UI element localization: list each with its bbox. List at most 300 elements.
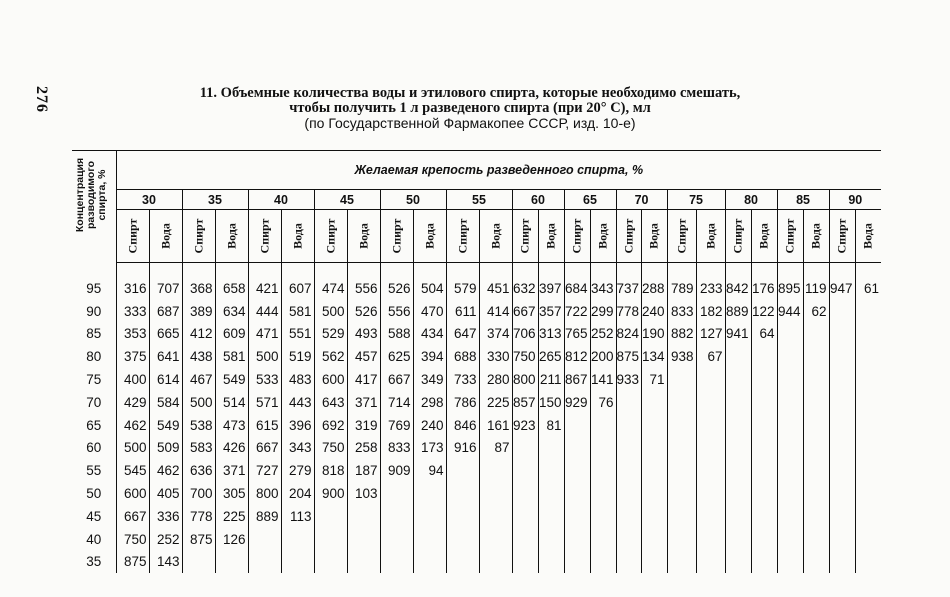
water-volume-cell <box>590 505 616 528</box>
spacer-cell <box>149 263 182 278</box>
water-volume-cell <box>642 459 668 482</box>
concentration-cell: 95 <box>72 277 116 300</box>
water-volume-cell: 343 <box>281 437 314 460</box>
water-volume-cell <box>642 505 668 528</box>
water-volume-cell <box>751 368 777 391</box>
spirit-volume-cell <box>667 437 696 460</box>
spirit-volume-cell <box>829 528 855 551</box>
spacer-cell <box>314 263 347 278</box>
spirit-volume-cell <box>512 505 538 528</box>
spirit-volume-cell <box>616 528 642 551</box>
spirit-volume-cell: 500 <box>248 345 281 368</box>
spirit-volume-cell: 600 <box>314 368 347 391</box>
water-volume-cell <box>803 345 829 368</box>
spacer-cell <box>281 263 314 278</box>
water-subheader <box>149 210 182 263</box>
water-subheader <box>642 210 668 263</box>
water-volume-cell <box>855 391 881 414</box>
strength-header: 80 <box>725 190 777 210</box>
water-volume-cell: 182 <box>696 300 725 323</box>
spirit-volume-cell: 750 <box>512 345 538 368</box>
water-label: Вода <box>356 223 370 249</box>
water-volume-cell <box>803 482 829 505</box>
water-volume-cell <box>642 551 668 574</box>
spirit-volume-cell <box>725 459 751 482</box>
spirit-volume-cell <box>564 414 590 437</box>
spirit-label: Спирт <box>674 218 689 254</box>
spirit-volume-cell: 316 <box>123 280 147 296</box>
spirit-volume-cell: 556 <box>380 300 413 323</box>
spirit-volume-cell: 765 <box>564 323 590 346</box>
spirit-volume-cell: 529 <box>314 323 347 346</box>
spacer-cell <box>751 263 777 278</box>
table-row <box>72 459 881 482</box>
spirit-volume-cell <box>829 345 855 368</box>
table-row <box>72 414 881 437</box>
water-volume-cell: 190 <box>642 323 668 346</box>
dilution-table <box>72 150 881 573</box>
spirit-volume-cell: 706 <box>512 323 538 346</box>
water-volume-cell: 305 <box>215 482 248 505</box>
water-volume-cell <box>803 459 829 482</box>
concentration-column-header <box>72 151 116 263</box>
spirit-volume-cell: 353 <box>123 326 147 342</box>
spirit-volume-cell <box>725 437 751 460</box>
spirit-volume-cell: 889 <box>725 300 751 323</box>
water-volume-cell <box>347 505 380 528</box>
spirit-volume-cell <box>512 482 538 505</box>
spirit-volume-cell <box>829 300 855 323</box>
spirit-volume-cell: 923 <box>512 414 538 437</box>
water-volume-cell: 394 <box>413 345 446 368</box>
spirit-volume-cell <box>667 482 696 505</box>
water-volume-cell: 707 <box>149 277 182 300</box>
spirit-volume-cell: 571 <box>248 391 281 414</box>
spirit-volume-cell: 412 <box>182 323 215 346</box>
spirit-volume-cell: 500 <box>314 300 347 323</box>
spirit-label: Спирт <box>125 218 139 254</box>
strength-header: 65 <box>564 190 616 210</box>
spirit-volume-cell <box>446 551 479 574</box>
water-volume-cell: 62 <box>803 300 829 323</box>
spirit-volume-cell: 368 <box>182 277 215 300</box>
water-volume-cell: 143 <box>149 551 182 574</box>
water-subheader <box>479 210 512 263</box>
spirit-volume-cell <box>829 437 855 460</box>
water-volume-cell <box>696 391 725 414</box>
spacer-cell <box>803 263 829 278</box>
water-volume-cell <box>642 414 668 437</box>
water-volume-cell: 451 <box>479 277 512 300</box>
spirit-volume-cell <box>829 459 855 482</box>
water-volume-cell <box>642 437 668 460</box>
water-volume-cell: 240 <box>413 414 446 437</box>
spacer-cell <box>116 263 149 278</box>
concentration-cell: 70 <box>72 391 116 414</box>
spirit-volume-cell: 778 <box>182 505 215 528</box>
water-volume-cell: 374 <box>479 323 512 346</box>
spirit-label: Спирт <box>782 218 797 254</box>
water-volume-cell <box>347 528 380 551</box>
water-volume-cell <box>696 528 725 551</box>
table-row <box>72 551 881 574</box>
water-volume-cell <box>413 505 446 528</box>
water-volume-cell: 551 <box>281 323 314 346</box>
water-volume-cell <box>696 459 725 482</box>
water-volume-cell: 233 <box>696 277 725 300</box>
spirit-label: Спирт <box>455 218 469 254</box>
water-label: Вода <box>290 223 304 249</box>
spirit-volume-cell: 895 <box>777 277 803 300</box>
water-volume-cell <box>642 528 668 551</box>
water-volume-cell: 161 <box>479 414 512 437</box>
spirit-volume-cell: 471 <box>248 323 281 346</box>
water-volume-cell: 252 <box>590 323 616 346</box>
water-volume-cell: 200 <box>590 345 616 368</box>
spirit-volume-cell <box>777 345 803 368</box>
table-row <box>72 505 881 528</box>
water-label: Вода <box>543 223 558 249</box>
concentration-cell: 35 <box>72 551 116 574</box>
spirit-label: Спирт <box>257 218 271 254</box>
water-volume-cell: 119 <box>803 277 829 300</box>
spirit-volume-cell: 692 <box>314 414 347 437</box>
table-row <box>72 300 881 323</box>
spirit-volume-cell <box>446 482 479 505</box>
water-volume-cell <box>855 482 881 505</box>
spirit-volume-cell <box>512 459 538 482</box>
spirit-volume-cell: 833 <box>667 300 696 323</box>
water-volume-cell <box>642 482 668 505</box>
spirit-volume-cell: 583 <box>182 437 215 460</box>
spirit-volume-cell <box>512 551 538 574</box>
concentration-cell: 80 <box>72 345 116 368</box>
spirit-volume-cell <box>829 391 855 414</box>
spacer-cell <box>215 263 248 278</box>
water-volume-cell <box>590 437 616 460</box>
water-volume-cell <box>751 459 777 482</box>
water-label: Вода <box>860 223 875 249</box>
water-volume-cell: 298 <box>413 391 446 414</box>
desired-strength-header: Желаемая крепость разведенного спирта, % <box>116 151 881 190</box>
water-volume-cell: 87 <box>479 437 512 460</box>
strength-header: 40 <box>248 190 314 210</box>
spirit-volume-cell <box>777 414 803 437</box>
water-volume-cell: 514 <box>215 391 248 414</box>
water-volume-cell <box>590 459 616 482</box>
spirit-volume-cell: 467 <box>182 368 215 391</box>
spirit-volume-cell: 889 <box>248 505 281 528</box>
concentration-cell: 40 <box>72 528 116 551</box>
spirit-volume-cell: 875 <box>616 345 642 368</box>
spirit-volume-cell: 941 <box>725 323 751 346</box>
table-row <box>72 345 881 368</box>
water-volume-cell: 288 <box>642 277 668 300</box>
spacer-cell <box>696 263 725 278</box>
concentration-cell: 65 <box>72 414 116 437</box>
water-volume-cell <box>479 505 512 528</box>
spirit-subheader <box>564 210 590 263</box>
spirit-volume-cell: 667 <box>123 508 147 524</box>
water-volume-cell: 94 <box>413 459 446 482</box>
spirit-volume-cell <box>667 505 696 528</box>
spirit-volume-cell: 727 <box>248 459 281 482</box>
spirit-volume-cell: 846 <box>446 414 479 437</box>
spirit-volume-cell <box>616 459 642 482</box>
water-volume-cell: 211 <box>538 368 564 391</box>
spirit-volume-cell <box>667 459 696 482</box>
water-subheader <box>590 210 616 263</box>
spirit-volume-cell <box>725 482 751 505</box>
strength-header: 35 <box>182 190 248 210</box>
water-volume-cell: 225 <box>479 391 512 414</box>
water-subheader <box>215 210 248 263</box>
water-volume-cell: 357 <box>538 300 564 323</box>
concentration-header-line: спирта, % <box>96 168 108 221</box>
spirit-volume-cell: 800 <box>248 482 281 505</box>
spacer-cell <box>380 263 413 278</box>
water-subheader <box>538 210 564 263</box>
water-volume-cell <box>347 551 380 574</box>
water-volume-cell: 457 <box>347 345 380 368</box>
spirit-volume-cell: 429 <box>123 394 147 410</box>
spirit-volume-cell <box>446 505 479 528</box>
spirit-volume-cell <box>667 414 696 437</box>
spirit-volume-cell <box>380 528 413 551</box>
spirit-volume-cell <box>564 505 590 528</box>
spacer-cell <box>512 263 538 278</box>
spirit-volume-cell <box>725 505 751 528</box>
spirit-volume-cell <box>667 391 696 414</box>
water-volume-cell <box>538 528 564 551</box>
spirit-volume-cell: 824 <box>616 323 642 346</box>
spirit-volume-cell <box>777 391 803 414</box>
spirit-volume-cell <box>446 459 479 482</box>
water-volume-cell <box>803 368 829 391</box>
water-volume-cell: 634 <box>215 300 248 323</box>
spirit-label: Спирт <box>621 218 636 254</box>
water-volume-cell <box>696 482 725 505</box>
page-number: 276 <box>33 86 50 113</box>
spirit-volume-cell: 722 <box>564 300 590 323</box>
spirit-volume-cell: 444 <box>248 300 281 323</box>
water-volume-cell: 64 <box>751 323 777 346</box>
spirit-volume-cell: 615 <box>248 414 281 437</box>
water-label: Вода <box>224 223 238 249</box>
concentration-cell: 50 <box>72 482 116 505</box>
concentration-cell: 60 <box>72 437 116 460</box>
concentration-cell: 85 <box>72 323 116 346</box>
spirit-volume-cell: 833 <box>380 437 413 460</box>
spirit-volume-cell <box>777 459 803 482</box>
water-label: Вода <box>158 223 172 249</box>
water-volume-cell: 584 <box>149 391 182 414</box>
table-caption <box>150 86 790 131</box>
strength-header: 55 <box>446 190 512 210</box>
table-row <box>72 368 881 391</box>
spirit-volume-cell: 875 <box>123 554 147 570</box>
water-label: Вода <box>646 223 661 249</box>
spirit-volume-cell: 579 <box>446 277 479 300</box>
spirit-volume-cell: 909 <box>380 459 413 482</box>
spirit-volume-cell: 400 <box>123 372 147 388</box>
spirit-volume-cell <box>248 551 281 574</box>
water-subheader <box>696 210 725 263</box>
water-volume-cell <box>696 551 725 574</box>
strength-header: 90 <box>829 190 881 210</box>
spirit-volume-cell <box>380 551 413 574</box>
spirit-volume-cell <box>616 414 642 437</box>
water-volume-cell: 319 <box>347 414 380 437</box>
water-volume-cell <box>479 528 512 551</box>
water-volume-cell: 240 <box>642 300 668 323</box>
strength-header: 85 <box>777 190 829 210</box>
concentration-cell: 45 <box>72 505 116 528</box>
concentration-header-line: Концентрация <box>74 157 86 232</box>
spirit-volume-cell: 684 <box>564 277 590 300</box>
water-volume-cell <box>413 482 446 505</box>
spirit-volume-cell <box>777 323 803 346</box>
water-volume-cell <box>696 368 725 391</box>
water-volume-cell <box>413 528 446 551</box>
water-volume-cell: 299 <box>590 300 616 323</box>
water-label: Вода <box>756 223 771 249</box>
water-volume-cell <box>590 551 616 574</box>
water-volume-cell: 204 <box>281 482 314 505</box>
spirit-label: Спирт <box>323 218 337 254</box>
spirit-volume-cell: 929 <box>564 391 590 414</box>
spirit-volume-cell <box>616 482 642 505</box>
spirit-volume-cell: 818 <box>314 459 347 482</box>
water-volume-cell: 343 <box>590 277 616 300</box>
spirit-volume-cell <box>564 528 590 551</box>
spirit-volume-cell <box>667 551 696 574</box>
water-volume-cell: 414 <box>479 300 512 323</box>
spacer-cell <box>642 263 668 278</box>
water-volume-cell: 141 <box>590 368 616 391</box>
spirit-subheader <box>616 210 642 263</box>
water-volume-cell: 265 <box>538 345 564 368</box>
spirit-volume-cell: 938 <box>667 345 696 368</box>
water-volume-cell: 504 <box>413 277 446 300</box>
water-volume-cell: 134 <box>642 345 668 368</box>
water-volume-cell: 417 <box>347 368 380 391</box>
spirit-volume-cell <box>512 437 538 460</box>
water-volume-cell: 397 <box>538 277 564 300</box>
water-volume-cell: 252 <box>149 528 182 551</box>
spirit-volume-cell <box>777 482 803 505</box>
spacer-cell <box>446 263 479 278</box>
strength-header: 45 <box>314 190 380 210</box>
spirit-volume-cell: 688 <box>446 345 479 368</box>
spirit-volume-cell: 778 <box>616 300 642 323</box>
spirit-volume-cell <box>725 391 751 414</box>
water-volume-cell: 426 <box>215 437 248 460</box>
water-volume-cell <box>803 505 829 528</box>
water-volume-cell: 526 <box>347 300 380 323</box>
spirit-subheader <box>314 210 347 263</box>
spirit-volume-cell: 812 <box>564 345 590 368</box>
spirit-subheader <box>380 210 413 263</box>
water-volume-cell: 581 <box>215 345 248 368</box>
water-subheader <box>855 210 881 263</box>
water-volume-cell: 396 <box>281 414 314 437</box>
spirit-volume-cell <box>725 368 751 391</box>
spirit-subheader <box>446 210 479 263</box>
water-volume-cell: 113 <box>281 505 314 528</box>
spirit-volume-cell <box>314 551 347 574</box>
water-subheader <box>751 210 777 263</box>
spirit-volume-cell: 667 <box>512 300 538 323</box>
spirit-volume-cell <box>314 505 347 528</box>
water-subheader <box>347 210 380 263</box>
spirit-volume-cell: 625 <box>380 345 413 368</box>
water-volume-cell: 176 <box>751 277 777 300</box>
spirit-volume-cell <box>725 551 751 574</box>
water-volume-cell: 687 <box>149 300 182 323</box>
concentration-cell: 90 <box>72 300 116 323</box>
table-row <box>72 323 881 346</box>
table-row <box>72 437 881 460</box>
spacer-cell <box>855 263 881 278</box>
spirit-volume-cell <box>777 528 803 551</box>
water-volume-cell: 126 <box>215 528 248 551</box>
spirit-volume-cell: 333 <box>123 303 147 319</box>
spirit-volume-cell: 611 <box>446 300 479 323</box>
spirit-volume-cell: 647 <box>446 323 479 346</box>
spirit-subheader <box>725 210 751 263</box>
water-volume-cell: 614 <box>149 368 182 391</box>
spirit-subheader <box>116 210 149 263</box>
water-volume-cell: 76 <box>590 391 616 414</box>
spirit-volume-cell <box>829 414 855 437</box>
spacer-cell <box>248 263 281 278</box>
table-row <box>72 391 881 414</box>
spirit-volume-cell: 643 <box>314 391 347 414</box>
caption-line-2: чтобы получить 1 л разведеного спирта (при 20° С), мл <box>289 100 651 116</box>
spirit-subheader <box>248 210 281 263</box>
water-volume-cell <box>696 505 725 528</box>
spirit-volume-cell: 750 <box>314 437 347 460</box>
spirit-subheader <box>512 210 538 263</box>
spirit-volume-cell: 750 <box>123 531 147 547</box>
spirit-subheader <box>777 210 803 263</box>
water-volume-cell: 462 <box>149 459 182 482</box>
water-volume-cell <box>751 505 777 528</box>
water-volume-cell <box>855 414 881 437</box>
water-volume-cell: 443 <box>281 391 314 414</box>
spacer-cell <box>725 263 751 278</box>
spirit-volume-cell <box>314 528 347 551</box>
spirit-volume-cell: 900 <box>314 482 347 505</box>
water-volume-cell <box>803 414 829 437</box>
water-volume-cell <box>855 505 881 528</box>
water-volume-cell <box>803 323 829 346</box>
water-volume-cell: 103 <box>347 482 380 505</box>
water-volume-cell <box>281 528 314 551</box>
spirit-volume-cell: 944 <box>777 300 803 323</box>
water-volume-cell <box>215 551 248 574</box>
spirit-volume-cell: 737 <box>616 277 642 300</box>
spirit-volume-cell <box>564 459 590 482</box>
water-volume-cell <box>590 482 616 505</box>
spirit-volume-cell <box>564 482 590 505</box>
spirit-volume-cell: 474 <box>314 277 347 300</box>
water-volume-cell <box>751 528 777 551</box>
water-volume-cell: 279 <box>281 459 314 482</box>
spacer-cell <box>667 263 696 278</box>
spirit-volume-cell <box>725 345 751 368</box>
